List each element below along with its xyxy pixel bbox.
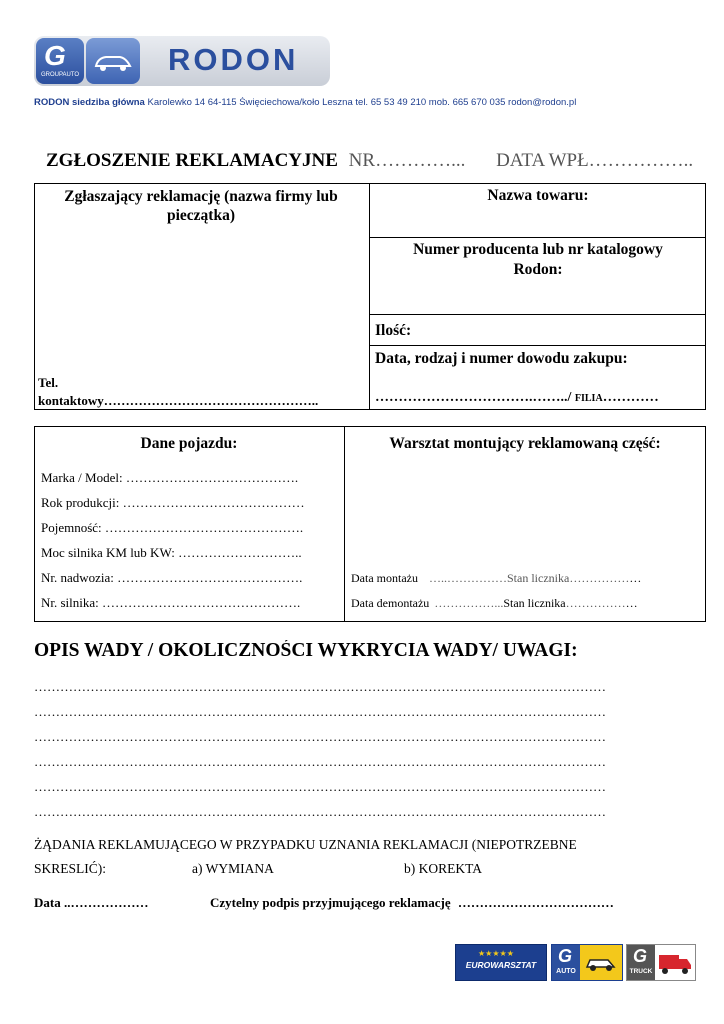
address-label: RODON siedziba główna	[34, 97, 145, 108]
truck-icon	[657, 949, 693, 977]
demands-text: ŻĄDANIA REKLAMUJĄCEGO W PRZYPADKU UZNANIA REKLAMACJI (NIEPOTRZEBNE	[34, 837, 577, 852]
signature-dots: ………………………………	[457, 895, 614, 910]
filia-dots: …………	[602, 390, 659, 405]
g-truck-logo	[626, 944, 696, 981]
description-line[interactable]: ……………………………………………………………………………………………………………………	[34, 754, 606, 769]
purchase-doc-field[interactable]	[375, 390, 659, 406]
car-emblem	[86, 38, 140, 84]
description-lines[interactable]	[34, 679, 694, 829]
vehicle-fields	[41, 470, 305, 620]
g-letter-icon: G	[44, 40, 66, 71]
auto-text: AUTO	[556, 968, 576, 975]
divider-line	[369, 237, 706, 238]
vehicle-year-field[interactable]: Rok produkcji: ……………………………………	[41, 495, 305, 510]
vehicle-engine-number-field[interactable]: Nr. silnika: ……………………………………….	[41, 595, 301, 610]
demount-date-dots: ……………...	[434, 596, 504, 610]
g-letter-icon: G	[558, 946, 573, 966]
description-line[interactable]: ……………………………………………………………………………………………………………………	[34, 729, 606, 744]
g-letter-icon: G	[633, 946, 648, 966]
mount-meter-end: …	[629, 571, 642, 585]
mount-date-label: Data montażu	[351, 571, 418, 585]
vehicle-capacity-field[interactable]: Pojemność: ……………………………………….	[41, 520, 304, 535]
mount-date-dots: …..……………	[428, 571, 507, 585]
badge-text: GROUPAUTO	[40, 72, 80, 78]
truck-text: TRUCK	[629, 968, 653, 975]
demount-date-row[interactable]	[351, 596, 638, 611]
claimant-divider	[369, 183, 370, 410]
workshop-heading: Warsztat montujący reklamowaną część:	[389, 435, 661, 452]
svg-text:★★★★★: ★★★★★	[478, 949, 514, 957]
mount-date-row[interactable]	[351, 571, 641, 586]
demount-meter-label: Stan licznika	[503, 596, 566, 610]
description-heading: OPIS WADY / OKOLICZNOŚCI WYKRYCIA WADY/ UWAGI:	[34, 640, 578, 661]
signature-date-field[interactable]: Data ..………………	[34, 895, 149, 910]
date-received-field[interactable]: DATA WPŁ……………..	[496, 150, 694, 171]
divider-line	[369, 345, 706, 346]
form-title-row	[46, 150, 693, 172]
vehicle-heading: Dane pojazdu:	[140, 435, 238, 452]
g-auto-logo	[551, 944, 623, 981]
description-line[interactable]: ……………………………………………………………………………………………………………………	[34, 679, 606, 694]
option-correction[interactable]: b) KOREKTA	[404, 861, 483, 876]
car-icon	[584, 953, 618, 973]
company-logo	[34, 36, 330, 86]
car-icon	[86, 38, 140, 84]
vehicle-make-field[interactable]: Marka / Model: ………………………………….	[41, 470, 299, 485]
description-line[interactable]: ……………………………………………………………………………………………………………………	[34, 704, 606, 719]
description-line[interactable]: ……………………………………………………………………………………………………………………	[34, 804, 606, 819]
option-replacement[interactable]: a) WYMIANA	[192, 861, 274, 876]
claim-number-field[interactable]: NR…………...	[348, 150, 466, 171]
logo-brand: RODON	[168, 42, 299, 77]
demount-date-label: Data demontażu	[351, 596, 430, 610]
catalog-number-label: Numer producenta lub nr katalogowy Rodon:	[413, 241, 663, 278]
mount-meter-dots: ……………	[569, 571, 630, 585]
groupauto-badge	[36, 38, 84, 84]
stars-icon	[478, 947, 524, 957]
g-auto-badge	[552, 945, 580, 980]
divider-line	[369, 314, 706, 315]
form-title: ZGŁOSZENIE REKLAMACYJNE	[46, 150, 338, 171]
demands-row	[34, 861, 534, 877]
address-text: Karolewko 14 64-115 Święciechowa/koło Leszna tel. 65 53 49 210 mob. 665 670 035 rodon@rodon.pl	[147, 97, 577, 108]
g-truck-badge	[627, 945, 655, 980]
filia-label: FILIA	[574, 393, 603, 404]
signature-row[interactable]	[210, 895, 614, 911]
demount-meter-dots: ……………	[565, 596, 626, 610]
eurowarsztat-text: EUROWARSZTAT	[465, 960, 537, 970]
quantity-label: Ilość:	[375, 322, 412, 339]
phone-field[interactable]: kontaktowy…………………………………………..	[38, 393, 319, 408]
demount-meter-end: …	[625, 596, 638, 610]
vehicle-body-number-field[interactable]: Nr. nadwozia: …………………………………….	[41, 570, 303, 585]
product-name-label: Nazwa towaru:	[487, 187, 589, 204]
mount-meter-label: Stan licznika	[506, 571, 570, 585]
phone-label: Tel.	[38, 375, 59, 390]
demands-text-2: SKRESLIĆ):	[34, 861, 107, 876]
purchase-doc-dots: …………………………….……../	[375, 390, 572, 405]
vehicle-power-field[interactable]: Moc silnika KM lub KW: ………………………..	[41, 545, 302, 560]
description-line[interactable]: ……………………………………………………………………………………………………………………	[34, 779, 606, 794]
eurowarsztat-logo	[455, 944, 547, 981]
claimant-heading: Zgłaszający reklamację (nazwa firmy lub pieczątka)	[64, 188, 338, 224]
address-line	[34, 97, 576, 108]
purchase-doc-label: Data, rodzaj i numer dowodu zakupu:	[375, 350, 628, 367]
vehicle-divider	[344, 426, 345, 622]
signature-label: Czytelny podpis przyjmującego reklamację	[210, 895, 451, 910]
